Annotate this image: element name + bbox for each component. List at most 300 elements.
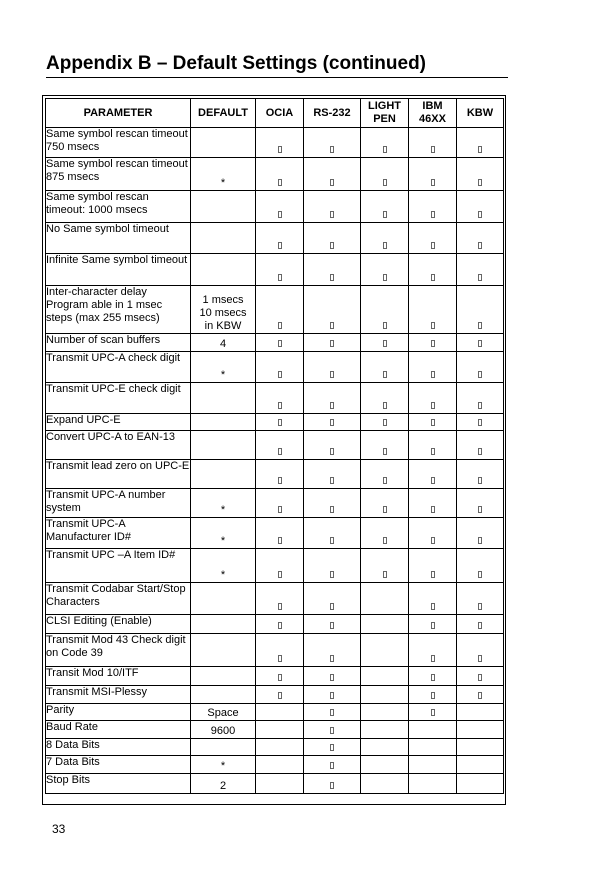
support-cell-light-pen [361, 721, 409, 739]
default-value-cell [191, 254, 256, 286]
parameter-cell: Convert UPC-A to EAN-13 [46, 431, 191, 460]
support-cell-rs232 [304, 518, 361, 549]
supported-box-icon [383, 419, 387, 426]
support-cell-rs232 [304, 191, 361, 223]
supported-box-icon [431, 571, 435, 578]
table-row [46, 774, 504, 794]
supported-box-icon [278, 448, 282, 455]
supported-box-icon [278, 506, 282, 513]
support-cell-light-pen [361, 615, 409, 634]
supported-box-icon [431, 709, 435, 716]
support-cell-ocia [256, 460, 304, 489]
supported-box-icon [431, 603, 435, 610]
support-cell-ibm-46xx [409, 383, 457, 414]
support-cell-rs232 [304, 774, 361, 794]
support-cell-ocia [256, 549, 304, 583]
supported-box-icon [383, 242, 387, 249]
supported-box-icon [383, 537, 387, 544]
default-value-cell [191, 383, 256, 414]
supported-box-icon [278, 340, 282, 347]
supported-box-icon [478, 622, 482, 629]
default-value-cell [191, 686, 256, 704]
support-cell-light-pen [361, 334, 409, 352]
support-cell-ocia [256, 686, 304, 704]
supported-box-icon [478, 448, 482, 455]
default-value-cell [191, 583, 256, 615]
supported-box-icon [278, 603, 282, 610]
support-cell-kbw [457, 334, 504, 352]
support-cell-kbw [457, 756, 504, 774]
col-header-kbw: KBW [457, 99, 504, 128]
parameter-cell: 8 Data Bits [46, 739, 191, 756]
support-cell-kbw [457, 191, 504, 223]
parameter-cell: Transmit UPC-A check digit [46, 352, 191, 383]
support-cell-ibm-46xx [409, 431, 457, 460]
support-cell-light-pen [361, 583, 409, 615]
table-row [46, 704, 504, 721]
support-cell-ocia [256, 721, 304, 739]
parameter-cell: Transmit UPC-A Manufacturer ID# [46, 518, 191, 549]
supported-box-icon [330, 477, 334, 484]
parameter-cell: Stop Bits [46, 774, 191, 794]
supported-box-icon [478, 571, 482, 578]
supported-box-icon [431, 674, 435, 681]
support-cell-light-pen [361, 191, 409, 223]
supported-box-icon [478, 146, 482, 153]
default-value-cell: 1 msecs 10 msecs in KBW [191, 286, 256, 334]
support-cell-light-pen [361, 128, 409, 158]
support-cell-ocia [256, 191, 304, 223]
supported-box-icon [330, 655, 334, 662]
parameter-cell: Transmit lead zero on UPC-E [46, 460, 191, 489]
supported-box-icon [478, 419, 482, 426]
support-cell-ocia [256, 774, 304, 794]
supported-box-icon [478, 274, 482, 281]
support-cell-rs232 [304, 128, 361, 158]
supported-box-icon [431, 506, 435, 513]
supported-box-icon [478, 674, 482, 681]
default-value-cell [191, 191, 256, 223]
default-value-cell [191, 414, 256, 431]
support-cell-ibm-46xx [409, 223, 457, 254]
support-cell-ocia [256, 383, 304, 414]
support-cell-ibm-46xx [409, 518, 457, 549]
support-cell-kbw [457, 583, 504, 615]
parameter-cell: Inter-character delay Program able in 1 msec steps (max 255 msecs) [46, 286, 191, 334]
support-cell-ocia [256, 756, 304, 774]
supported-box-icon [431, 448, 435, 455]
default-value-cell: Space [191, 704, 256, 721]
supported-box-icon [278, 402, 282, 409]
supported-box-icon [330, 506, 334, 513]
support-cell-rs232 [304, 460, 361, 489]
table-row [46, 334, 504, 352]
supported-box-icon [330, 242, 334, 249]
col-header-ibm-46xx: IBM 46XX [409, 99, 457, 128]
supported-box-icon [478, 537, 482, 544]
support-cell-kbw [457, 704, 504, 721]
supported-box-icon [278, 242, 282, 249]
support-cell-ocia [256, 414, 304, 431]
support-cell-rs232 [304, 414, 361, 431]
supported-box-icon [478, 477, 482, 484]
supported-box-icon [278, 146, 282, 153]
default-value-cell [191, 615, 256, 634]
supported-box-icon [278, 477, 282, 484]
supported-box-icon [330, 692, 334, 699]
support-cell-ocia [256, 489, 304, 518]
parameter-cell: Expand UPC-E [46, 414, 191, 431]
support-cell-kbw [457, 686, 504, 704]
supported-box-icon [478, 322, 482, 329]
table-row [46, 518, 504, 549]
supported-box-icon [431, 371, 435, 378]
supported-box-icon [330, 622, 334, 629]
support-cell-ocia [256, 254, 304, 286]
supported-box-icon [330, 340, 334, 347]
support-cell-light-pen [361, 774, 409, 794]
supported-box-icon [278, 692, 282, 699]
support-cell-rs232 [304, 549, 361, 583]
support-cell-kbw [457, 431, 504, 460]
default-value-cell [191, 431, 256, 460]
default-value-cell: * [191, 489, 256, 518]
supported-box-icon [431, 211, 435, 218]
parameter-cell: Same symbol rescan timeout 875 msecs [46, 158, 191, 191]
col-header-rs232: RS-232 [304, 99, 361, 128]
support-cell-ibm-46xx [409, 191, 457, 223]
parameter-cell: Baud Rate [46, 721, 191, 739]
support-cell-kbw [457, 254, 504, 286]
support-cell-ibm-46xx [409, 414, 457, 431]
default-value-cell: * [191, 549, 256, 583]
supported-box-icon [330, 402, 334, 409]
default-value-cell: 9600 [191, 721, 256, 739]
support-cell-light-pen [361, 739, 409, 756]
support-cell-ibm-46xx [409, 128, 457, 158]
supported-box-icon [278, 537, 282, 544]
table-row [46, 549, 504, 583]
parameter-cell: Parity [46, 704, 191, 721]
table-row [46, 583, 504, 615]
support-cell-light-pen [361, 518, 409, 549]
supported-box-icon [330, 371, 334, 378]
support-cell-kbw [457, 414, 504, 431]
supported-box-icon [431, 402, 435, 409]
support-cell-ibm-46xx [409, 739, 457, 756]
supported-box-icon [478, 179, 482, 186]
default-value-cell [191, 128, 256, 158]
supported-box-icon [478, 603, 482, 610]
support-cell-ibm-46xx [409, 286, 457, 334]
supported-box-icon [383, 340, 387, 347]
support-cell-light-pen [361, 352, 409, 383]
supported-box-icon [383, 571, 387, 578]
table-row [46, 489, 504, 518]
supported-box-icon [278, 322, 282, 329]
supported-box-icon [330, 709, 334, 716]
support-cell-rs232 [304, 583, 361, 615]
supported-box-icon [330, 762, 334, 769]
supported-box-icon [330, 744, 334, 751]
support-cell-ibm-46xx [409, 704, 457, 721]
table-row [46, 158, 504, 191]
default-value-cell: * [191, 158, 256, 191]
support-cell-light-pen [361, 634, 409, 667]
supported-box-icon [330, 537, 334, 544]
supported-box-icon [330, 322, 334, 329]
support-cell-ocia [256, 615, 304, 634]
default-value-cell [191, 223, 256, 254]
support-cell-rs232 [304, 721, 361, 739]
supported-box-icon [278, 371, 282, 378]
supported-box-icon [478, 402, 482, 409]
support-cell-ocia [256, 739, 304, 756]
support-cell-ocia [256, 518, 304, 549]
support-cell-light-pen [361, 286, 409, 334]
parameter-cell: Transmit UPC-E check digit [46, 383, 191, 414]
support-cell-light-pen [361, 223, 409, 254]
support-cell-kbw [457, 460, 504, 489]
table-row [46, 414, 504, 431]
support-cell-kbw [457, 383, 504, 414]
support-cell-light-pen [361, 414, 409, 431]
supported-box-icon [330, 211, 334, 218]
default-settings-table [45, 98, 504, 794]
table-row [46, 667, 504, 686]
support-cell-kbw [457, 721, 504, 739]
support-cell-light-pen [361, 756, 409, 774]
support-cell-kbw [457, 128, 504, 158]
col-header-default: DEFAULT [191, 99, 256, 128]
parameter-cell: Transit Mod 10/ITF [46, 667, 191, 686]
parameter-cell: Infinite Same symbol timeout [46, 254, 191, 286]
table-row [46, 223, 504, 254]
default-value-cell [191, 634, 256, 667]
support-cell-light-pen [361, 158, 409, 191]
support-cell-light-pen [361, 549, 409, 583]
support-cell-kbw [457, 739, 504, 756]
support-cell-ocia [256, 223, 304, 254]
supported-box-icon [383, 274, 387, 281]
support-cell-kbw [457, 518, 504, 549]
table-row [46, 739, 504, 756]
support-cell-light-pen [361, 460, 409, 489]
table-header-row [46, 99, 504, 128]
support-cell-kbw [457, 667, 504, 686]
supported-box-icon [278, 274, 282, 281]
supported-box-icon [431, 622, 435, 629]
parameter-cell: Number of scan buffers [46, 334, 191, 352]
support-cell-ocia [256, 334, 304, 352]
supported-box-icon [330, 448, 334, 455]
table-row [46, 431, 504, 460]
supported-box-icon [431, 179, 435, 186]
supported-box-icon [330, 179, 334, 186]
table-row [46, 721, 504, 739]
parameter-cell: No Same symbol timeout [46, 223, 191, 254]
supported-box-icon [431, 477, 435, 484]
table-row [46, 254, 504, 286]
supported-box-icon [431, 146, 435, 153]
supported-box-icon [330, 674, 334, 681]
parameter-cell: 7 Data Bits [46, 756, 191, 774]
support-cell-rs232 [304, 634, 361, 667]
table-row [46, 634, 504, 667]
parameter-cell: Transmit UPC-A number system [46, 489, 191, 518]
supported-box-icon [431, 419, 435, 426]
parameter-cell: Transmit UPC –A Item ID# [46, 549, 191, 583]
supported-box-icon [278, 655, 282, 662]
support-cell-kbw [457, 774, 504, 794]
supported-box-icon [330, 603, 334, 610]
support-cell-ibm-46xx [409, 686, 457, 704]
support-cell-ibm-46xx [409, 254, 457, 286]
support-cell-light-pen [361, 489, 409, 518]
support-cell-ocia [256, 667, 304, 686]
support-cell-light-pen [361, 667, 409, 686]
support-cell-ibm-46xx [409, 334, 457, 352]
support-cell-rs232 [304, 667, 361, 686]
support-cell-ocia [256, 704, 304, 721]
support-cell-rs232 [304, 686, 361, 704]
supported-box-icon [383, 211, 387, 218]
support-cell-kbw [457, 286, 504, 334]
support-cell-rs232 [304, 704, 361, 721]
supported-box-icon [478, 211, 482, 218]
supported-box-icon [278, 571, 282, 578]
support-cell-rs232 [304, 756, 361, 774]
support-cell-kbw [457, 352, 504, 383]
support-cell-light-pen [361, 383, 409, 414]
supported-box-icon [431, 242, 435, 249]
default-value-cell [191, 739, 256, 756]
support-cell-ibm-46xx [409, 667, 457, 686]
supported-box-icon [330, 782, 334, 789]
supported-box-icon [478, 692, 482, 699]
support-cell-rs232 [304, 352, 361, 383]
default-value-cell: * [191, 756, 256, 774]
support-cell-kbw [457, 489, 504, 518]
support-cell-ocia [256, 431, 304, 460]
col-header-ocia: OCIA [256, 99, 304, 128]
title-rule [46, 77, 508, 78]
support-cell-ibm-46xx [409, 158, 457, 191]
support-cell-kbw [457, 158, 504, 191]
supported-box-icon [278, 179, 282, 186]
support-cell-ocia [256, 158, 304, 191]
supported-box-icon [278, 419, 282, 426]
supported-box-icon [383, 402, 387, 409]
support-cell-kbw [457, 634, 504, 667]
col-header-parameter: PARAMETER [46, 99, 191, 128]
support-cell-ibm-46xx [409, 721, 457, 739]
supported-box-icon [431, 274, 435, 281]
supported-box-icon [478, 506, 482, 513]
support-cell-light-pen [361, 431, 409, 460]
support-cell-rs232 [304, 286, 361, 334]
parameter-cell: Transmit Codabar Start/Stop Characters [46, 583, 191, 615]
support-cell-kbw [457, 549, 504, 583]
supported-box-icon [330, 727, 334, 734]
support-cell-rs232 [304, 489, 361, 518]
supported-box-icon [330, 146, 334, 153]
support-cell-light-pen [361, 704, 409, 721]
default-value-cell [191, 667, 256, 686]
supported-box-icon [383, 179, 387, 186]
supported-box-icon [478, 655, 482, 662]
table-row [46, 686, 504, 704]
support-cell-ocia [256, 128, 304, 158]
supported-box-icon [330, 571, 334, 578]
support-cell-light-pen [361, 686, 409, 704]
support-cell-ibm-46xx [409, 489, 457, 518]
support-cell-rs232 [304, 739, 361, 756]
default-value-cell: 2 [191, 774, 256, 794]
supported-box-icon [431, 655, 435, 662]
supported-box-icon [383, 448, 387, 455]
parameter-cell: Same symbol rescan timeout 750 msecs [46, 128, 191, 158]
supported-box-icon [431, 537, 435, 544]
support-cell-ibm-46xx [409, 583, 457, 615]
table-row [46, 128, 504, 158]
default-value-cell [191, 460, 256, 489]
support-cell-ibm-46xx [409, 615, 457, 634]
support-cell-rs232 [304, 615, 361, 634]
supported-box-icon [383, 371, 387, 378]
supported-box-icon [330, 274, 334, 281]
table-row [46, 383, 504, 414]
support-cell-light-pen [361, 254, 409, 286]
parameter-cell: CLSI Editing (Enable) [46, 615, 191, 634]
supported-box-icon [278, 622, 282, 629]
col-header-light-pen: LIGHT PEN [361, 99, 409, 128]
table-row [46, 191, 504, 223]
parameter-cell: Transmit MSI-Plessy [46, 686, 191, 704]
parameter-cell: Transmit Mod 43 Check digit on Code 39 [46, 634, 191, 667]
supported-box-icon [383, 477, 387, 484]
parameter-cell: Same symbol rescan timeout: 1000 msecs [46, 191, 191, 223]
support-cell-ocia [256, 583, 304, 615]
support-cell-ibm-46xx [409, 549, 457, 583]
support-cell-ibm-46xx [409, 352, 457, 383]
supported-box-icon [383, 322, 387, 329]
supported-box-icon [478, 242, 482, 249]
support-cell-rs232 [304, 254, 361, 286]
default-value-cell: * [191, 352, 256, 383]
supported-box-icon [383, 146, 387, 153]
support-cell-ibm-46xx [409, 634, 457, 667]
table-row [46, 460, 504, 489]
support-cell-rs232 [304, 158, 361, 191]
supported-box-icon [278, 211, 282, 218]
table-row [46, 286, 504, 334]
support-cell-rs232 [304, 431, 361, 460]
support-cell-kbw [457, 615, 504, 634]
support-cell-rs232 [304, 334, 361, 352]
supported-box-icon [278, 674, 282, 681]
support-cell-ocia [256, 286, 304, 334]
support-cell-rs232 [304, 223, 361, 254]
support-cell-ibm-46xx [409, 774, 457, 794]
supported-box-icon [383, 506, 387, 513]
support-cell-kbw [457, 223, 504, 254]
support-cell-ibm-46xx [409, 460, 457, 489]
supported-box-icon [431, 692, 435, 699]
supported-box-icon [431, 340, 435, 347]
table-row [46, 615, 504, 634]
table-row [46, 352, 504, 383]
